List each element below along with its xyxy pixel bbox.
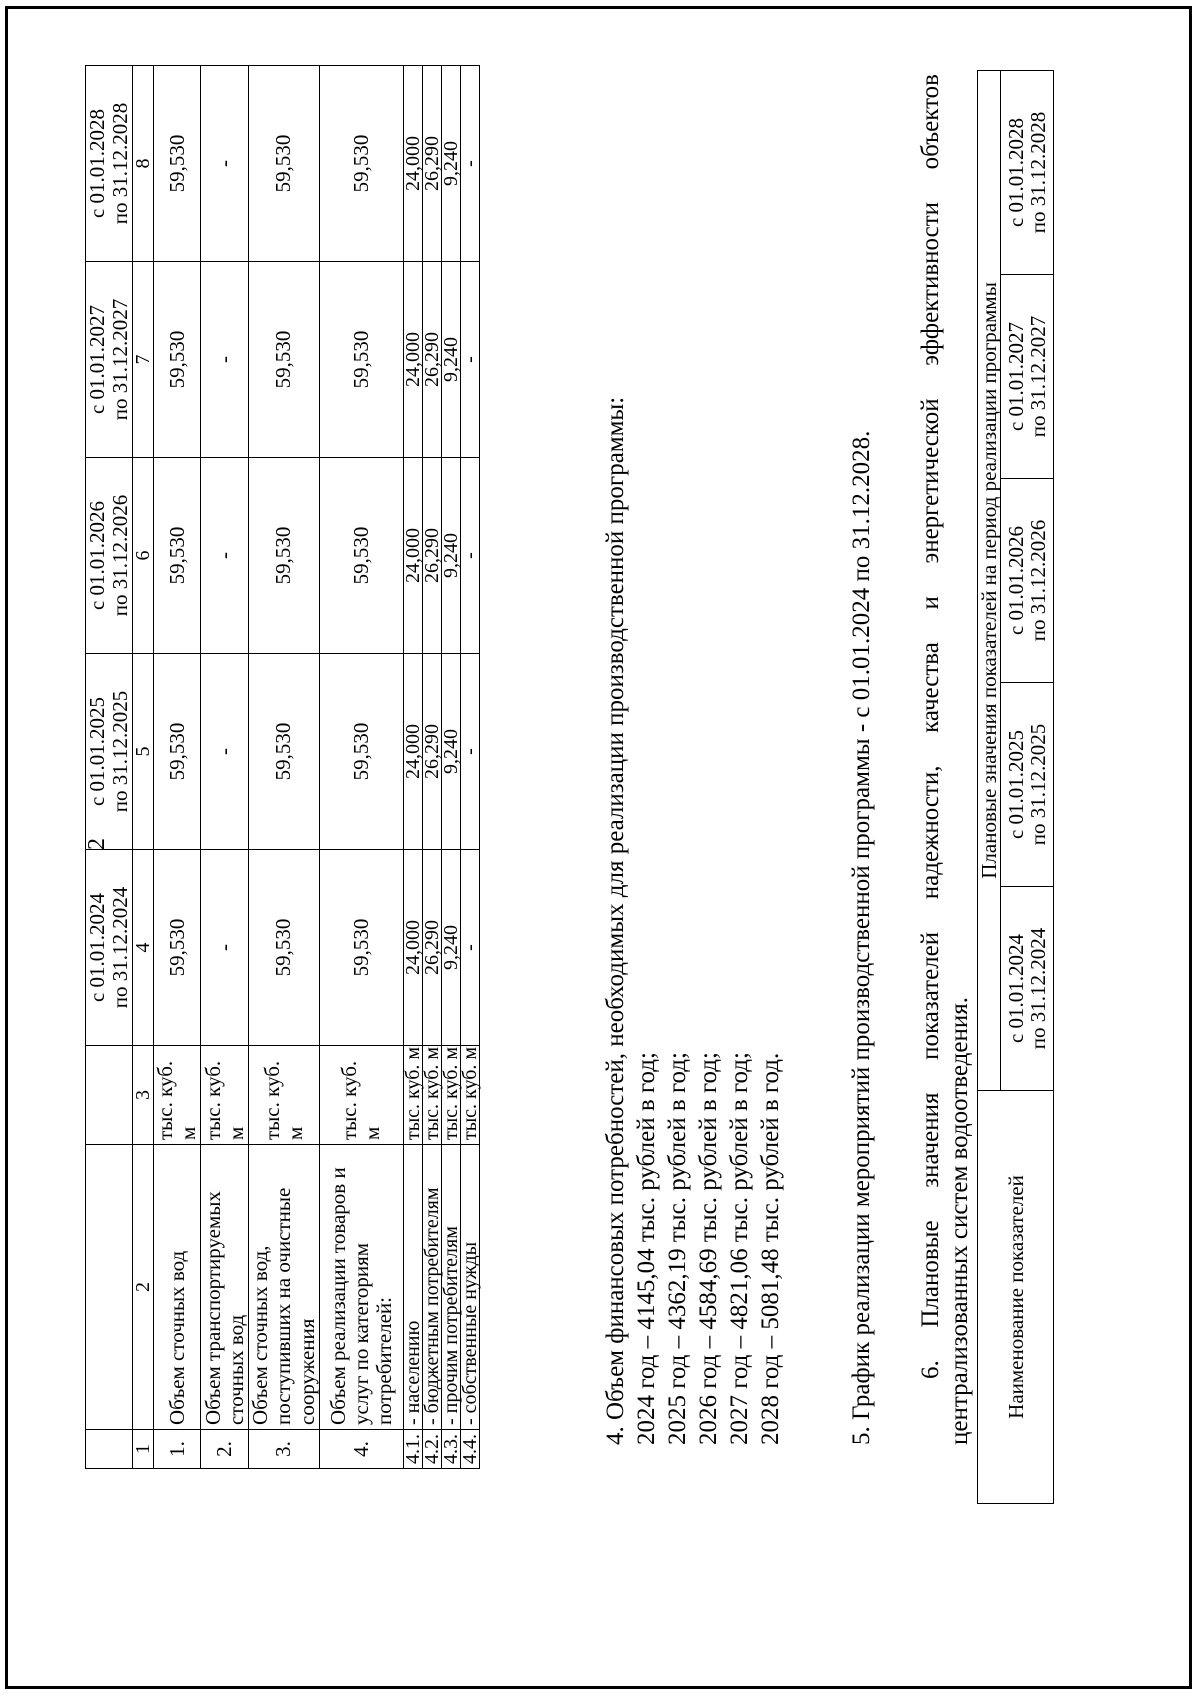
planned-indicators-table (977, 70, 1054, 1504)
value-cell: 59,530 (154, 66, 201, 262)
column-number: 2 (133, 1145, 154, 1430)
indicator-name-header: Наименование показателей (978, 1091, 1054, 1504)
value-cell: 59,530 (154, 458, 201, 654)
financial-line: 2024 год – 4145,04 тыс. рублей в год; (633, 1052, 660, 1445)
table-header-row (86, 66, 133, 1469)
row-number: 2. (201, 1430, 249, 1469)
unit: тыс. куб. м (422, 1046, 441, 1145)
unit: тыс. куб. м (201, 1046, 249, 1145)
indicator-name: Объем сточных вод (154, 1145, 201, 1430)
table-row (154, 66, 201, 1469)
header-cell-empty (86, 1046, 133, 1145)
indicator-name: - прочим потребителям (441, 1145, 460, 1430)
table-row (422, 66, 441, 1469)
value-cell: 59,530 (249, 850, 319, 1046)
row-number: 4.1. (403, 1430, 422, 1469)
value-cell: - (201, 66, 249, 262)
value-cell: 59,530 (154, 262, 201, 458)
indicator-name: Объем сточных вод, поступивших на очистные сооружения (249, 1145, 319, 1430)
column-number: 1 (133, 1430, 154, 1469)
unit: тыс. куб. м (249, 1046, 319, 1145)
row-number: 4.3. (441, 1430, 460, 1469)
value-cell: 9,240 (441, 850, 460, 1046)
value-cell: 59,530 (249, 66, 319, 262)
financial-line: 2028 год – 5081,48 тыс. рублей в год. (757, 1052, 784, 1445)
section-5-schedule: 5. График реализации мероприятий производственной программы - с 01.01.2024 по 31.12.2028. (848, 430, 875, 1445)
section-4-heading: 4. Объем финансовых потребностей, необходимых для реализации производственной программы: (602, 396, 629, 1445)
period-header: с 01.01.2028 по 31.12.2028 (86, 66, 133, 262)
planned-values-group-header: Плановые значения показателей на период реализации программы (978, 70, 1001, 1090)
period-header: с 01.01.2025 по 31.12.2025 (1001, 683, 1054, 887)
page-number: 2 (84, 838, 110, 850)
value-cell: 24,000 (403, 850, 422, 1046)
period-header: с 01.01.2027 по 31.12.2027 (86, 262, 133, 458)
financial-line: 2026 год – 4584,69 тыс. рублей в год; (695, 1052, 722, 1445)
table-row (460, 66, 479, 1469)
value-cell: - (460, 458, 479, 654)
indicator-name: - собственные нужды (460, 1145, 479, 1430)
value-cell: 59,530 (319, 458, 403, 654)
table-row (441, 66, 460, 1469)
value-cell: - (460, 262, 479, 458)
section-6-indicators-heading (916, 74, 974, 1445)
table-row (249, 66, 319, 1469)
period-header: с 01.01.2026 по 31.12.2026 (86, 458, 133, 654)
unit: тыс. куб. м (460, 1046, 479, 1145)
column-number: 4 (133, 850, 154, 1046)
financial-line: 2025 год – 4362,19 тыс. рублей в год; (664, 1052, 691, 1445)
value-cell: 9,240 (441, 262, 460, 458)
column-number: 6 (133, 458, 154, 654)
table-row (319, 66, 403, 1469)
value-cell: - (201, 850, 249, 1046)
column-number: 5 (133, 654, 154, 850)
value-cell: 59,530 (249, 262, 319, 458)
value-cell: - (201, 654, 249, 850)
financial-line: 2027 год – 4821,06 тыс. рублей в год; (726, 1052, 753, 1445)
value-cell: 24,000 (403, 262, 422, 458)
column-number-row (133, 66, 154, 1469)
table-row (403, 66, 422, 1469)
header-cell-empty (86, 1430, 133, 1469)
value-cell: 59,530 (154, 850, 201, 1046)
production-volumes-table (85, 65, 480, 1469)
indicator-name: - бюджетным потребителям (422, 1145, 441, 1430)
value-cell: - (460, 66, 479, 262)
section-4-financial-needs (600, 397, 786, 1445)
indicator-name: Объем транспортируемых сточных вод (201, 1145, 249, 1430)
row-number: 3. (249, 1430, 319, 1469)
value-cell: 59,530 (249, 654, 319, 850)
column-number: 7 (133, 262, 154, 458)
value-cell: 59,530 (319, 66, 403, 262)
value-cell: 59,530 (154, 654, 201, 850)
value-cell: - (460, 850, 479, 1046)
column-number: 3 (133, 1046, 154, 1145)
value-cell: 59,530 (249, 458, 319, 654)
value-cell: 59,530 (319, 262, 403, 458)
value-cell: 9,240 (441, 66, 460, 262)
period-header: с 01.01.2025 по 31.12.2025 (86, 654, 133, 850)
value-cell: 9,240 (441, 654, 460, 850)
value-cell: 26,290 (422, 262, 441, 458)
table-header-row (978, 70, 1001, 1503)
value-cell: 24,000 (403, 654, 422, 850)
unit: тыс. куб. м (319, 1046, 403, 1145)
row-number: 1. (154, 1430, 201, 1469)
table-row (201, 66, 249, 1469)
unit: тыс. куб. м (441, 1046, 460, 1145)
row-number: 4. (319, 1430, 403, 1469)
value-cell: - (201, 262, 249, 458)
value-cell: 9,240 (441, 458, 460, 654)
period-header: с 01.01.2024 по 31.12.2024 (1001, 887, 1054, 1091)
section-6-line-1: 6. Плановые значения показателей надежности, качества и энергетической эффективности объектов (917, 74, 944, 1379)
value-cell: 26,290 (422, 850, 441, 1046)
unit: тыс. куб. м (154, 1046, 201, 1145)
indicator-name: Объем реализации товаров и услуг по категориям потребителей: (319, 1145, 403, 1430)
value-cell: 26,290 (422, 66, 441, 262)
value-cell: 26,290 (422, 654, 441, 850)
period-header: с 01.01.2024 по 31.12.2024 (86, 850, 133, 1046)
unit: тыс. куб. м (403, 1046, 422, 1145)
row-number: 4.4. (460, 1430, 479, 1469)
value-cell: 59,530 (319, 850, 403, 1046)
period-header: с 01.01.2028 по 31.12.2028 (1001, 70, 1054, 274)
header-cell-empty (86, 1145, 133, 1430)
value-cell: - (460, 654, 479, 850)
column-number: 8 (133, 66, 154, 262)
value-cell: 26,290 (422, 458, 441, 654)
period-header: с 01.01.2026 по 31.12.2026 (1001, 479, 1054, 683)
value-cell: - (201, 458, 249, 654)
value-cell: 59,530 (319, 654, 403, 850)
period-header: с 01.01.2027 по 31.12.2027 (1001, 275, 1054, 479)
row-number: 4.2. (422, 1430, 441, 1469)
value-cell: 24,000 (403, 66, 422, 262)
value-cell: 24,000 (403, 458, 422, 654)
indicator-name: - населению (403, 1145, 422, 1430)
section-6-line-2: централизованных систем водоотведения. (946, 997, 973, 1445)
